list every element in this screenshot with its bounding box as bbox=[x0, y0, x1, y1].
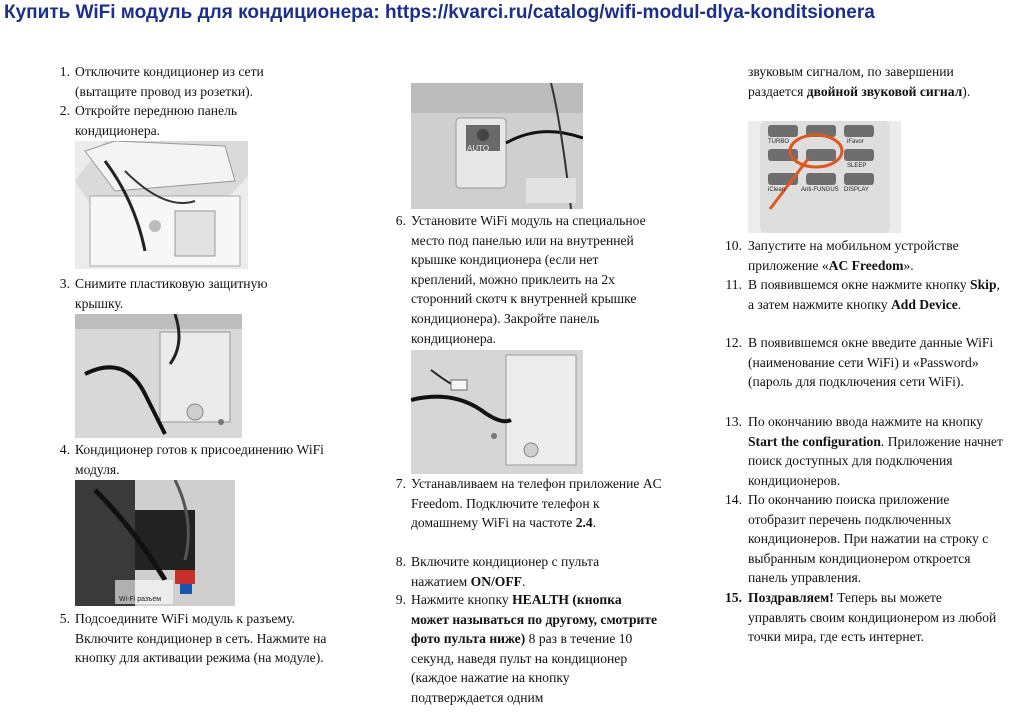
step-number: 5. bbox=[59, 611, 70, 626]
photo-remove-cover-image bbox=[75, 314, 242, 438]
step-text bbox=[411, 474, 666, 533]
step-text-part: . Приложение начнет поиск доступных для подключения кондиционеров. bbox=[748, 433, 1003, 488]
step-text-bold: 2.4 bbox=[575, 515, 593, 531]
step-text-part: . bbox=[957, 296, 962, 312]
photo-wifi-module-auto-image bbox=[411, 83, 583, 209]
step-number: 4. bbox=[59, 442, 70, 457]
photo-remove-cover bbox=[75, 314, 242, 438]
photo-remote-control-image bbox=[748, 121, 901, 233]
remote-button-label: iFavor bbox=[847, 139, 864, 145]
step-text-bold: Поздравляем! bbox=[748, 590, 834, 605]
step-text bbox=[748, 412, 1003, 490]
step-text-part: В появившемся окне нажмите кнопку bbox=[748, 277, 971, 292]
step-text-part: По окончанию ввода нажмите на кнопку bbox=[748, 414, 984, 429]
step-text-part: , а затем нажмите кнопку bbox=[748, 277, 1000, 312]
step-text-part: ». bbox=[903, 257, 914, 273]
step-1 bbox=[52, 62, 302, 101]
step-text-part: Нажмите кнопку bbox=[411, 592, 513, 607]
step-text-bold: двойной звуковой сигнал bbox=[806, 83, 963, 99]
step-text: По окончанию поиска приложение отобразит перечень подключенных кондиционеров. При нажатии на строку с выбранным кондиционером откроется панель управления. bbox=[748, 492, 989, 586]
photo-module-mounted bbox=[411, 350, 583, 474]
step-14 bbox=[720, 490, 1010, 588]
step-number: 13. bbox=[725, 414, 742, 429]
step-text bbox=[748, 588, 998, 647]
step-text: Кондиционер готов к присоединению WiFi модуля. bbox=[75, 442, 324, 477]
step-number: 15. bbox=[725, 590, 742, 605]
step-text-bold: HEALTH (кнопка может называться по другому, смотрите фото пульта ниже) bbox=[411, 592, 658, 647]
step-11 bbox=[720, 275, 1010, 314]
photo-open-front-panel bbox=[75, 141, 248, 269]
step-8 bbox=[388, 552, 668, 591]
step-text-part: ). bbox=[962, 83, 971, 99]
step-text bbox=[748, 275, 1003, 314]
step-text-bold: Start the configuration bbox=[748, 433, 881, 449]
step-text-part: Устанавливаем на телефон приложение AC Freedom. Подключите телефон к домашнему WiFi на частоте bbox=[411, 476, 662, 531]
photo-open-front-panel-image bbox=[75, 141, 248, 269]
step-9 bbox=[388, 590, 668, 708]
step-text-part: Включите кондиционер с пульта нажатием bbox=[411, 554, 600, 589]
step-text: В появившемся окне введите данные WiFi (наименование сети WiFi) и «Password» (пароль для подключения сети WiFi). bbox=[748, 335, 994, 390]
step-text: Установите WiFi модуль на специальное место под панелью или на внутренней крышке кондиционера (если нет креплений, можно приклеить на 2х сторонний скотч к внутренней крышке кондиционера). Закройте панель кондиционера. bbox=[411, 213, 646, 346]
step-text-bold: Skip bbox=[970, 277, 997, 292]
step-number: 14. bbox=[725, 492, 742, 507]
step-7 bbox=[388, 474, 668, 533]
photo-module-mounted-image bbox=[411, 350, 583, 474]
module-auto-label: AUTO bbox=[467, 144, 490, 153]
step-number: 9. bbox=[395, 592, 406, 607]
step-number: 3. bbox=[59, 276, 70, 291]
step-15 bbox=[720, 588, 1010, 647]
step-6 bbox=[388, 211, 668, 348]
step-number: 10. bbox=[725, 238, 742, 253]
photo-wifi-module-auto bbox=[411, 83, 583, 209]
step-text bbox=[411, 552, 641, 591]
step-12 bbox=[720, 333, 1010, 392]
step-text bbox=[411, 590, 661, 708]
remote-button-label: Anti-FUNGUS bbox=[801, 187, 839, 193]
step-number: 8. bbox=[395, 554, 406, 569]
step-text: Отключите кондиционер из сети (вытащите провод из розетки). bbox=[75, 64, 264, 99]
step-text-part: . bbox=[522, 573, 526, 589]
step-number: 11. bbox=[725, 277, 742, 292]
step-number: 6. bbox=[395, 213, 406, 228]
step-text-part: звуковым сигналом, по завершении раздается bbox=[748, 64, 954, 99]
step-4 bbox=[52, 440, 322, 479]
remote-button-label: TURBO bbox=[768, 139, 789, 145]
step-number: 2. bbox=[59, 103, 70, 118]
step-text: Снимите пластиковую защитную крышку. bbox=[75, 276, 268, 311]
photo-wifi-connector bbox=[75, 480, 235, 606]
photo-remote-control bbox=[748, 121, 901, 233]
step-2 bbox=[52, 101, 302, 140]
page-title: Купить WiFi модуль для кондиционера: https://kvarci.ru/catalog/wifi-modul-dlya-konditsionera bbox=[4, 2, 875, 23]
step-text-part: 8 раз в течение 10 секунд, наведя пульт на кондиционер (каждое нажатие на кнопку подтверждается одним bbox=[411, 631, 633, 705]
photo-wifi-connector-image bbox=[75, 480, 235, 606]
remote-button-label: SLEEP bbox=[847, 163, 867, 169]
step-9-continuation bbox=[748, 62, 1008, 101]
step-text-part: . bbox=[592, 515, 597, 531]
photo-caption: Wi-Fi разъем bbox=[119, 596, 162, 603]
step-text-bold: AC Freedom bbox=[828, 257, 904, 273]
step-5 bbox=[52, 609, 332, 668]
step-text: Откройте переднюю панель кондиционера. bbox=[75, 103, 238, 138]
step-10 bbox=[720, 236, 1010, 275]
step-13 bbox=[720, 412, 1010, 490]
step-text bbox=[748, 236, 1003, 275]
step-number: 7. bbox=[395, 476, 406, 491]
step-text: Подсоедините WiFi модуль к разъему. Включите кондиционер в сеть. Нажмите на кнопку для активации режима (на модуле). bbox=[75, 611, 327, 666]
step-number: 12. bbox=[725, 335, 742, 350]
step-text-part: Теперь вы можете управлять своим кондиционером из любой точки мира, где есть интернет. bbox=[748, 590, 997, 645]
step-text-bold: Add Device bbox=[890, 296, 958, 312]
step-3 bbox=[52, 274, 302, 313]
step-number: 1. bbox=[59, 64, 70, 79]
remote-button-label: DISPLAY bbox=[844, 187, 869, 193]
step-text-bold: ON/OFF bbox=[470, 573, 522, 589]
step-text-part: Запустите на мобильном устройстве приложение « bbox=[748, 238, 959, 273]
remote-button-label: iClean bbox=[768, 187, 786, 193]
